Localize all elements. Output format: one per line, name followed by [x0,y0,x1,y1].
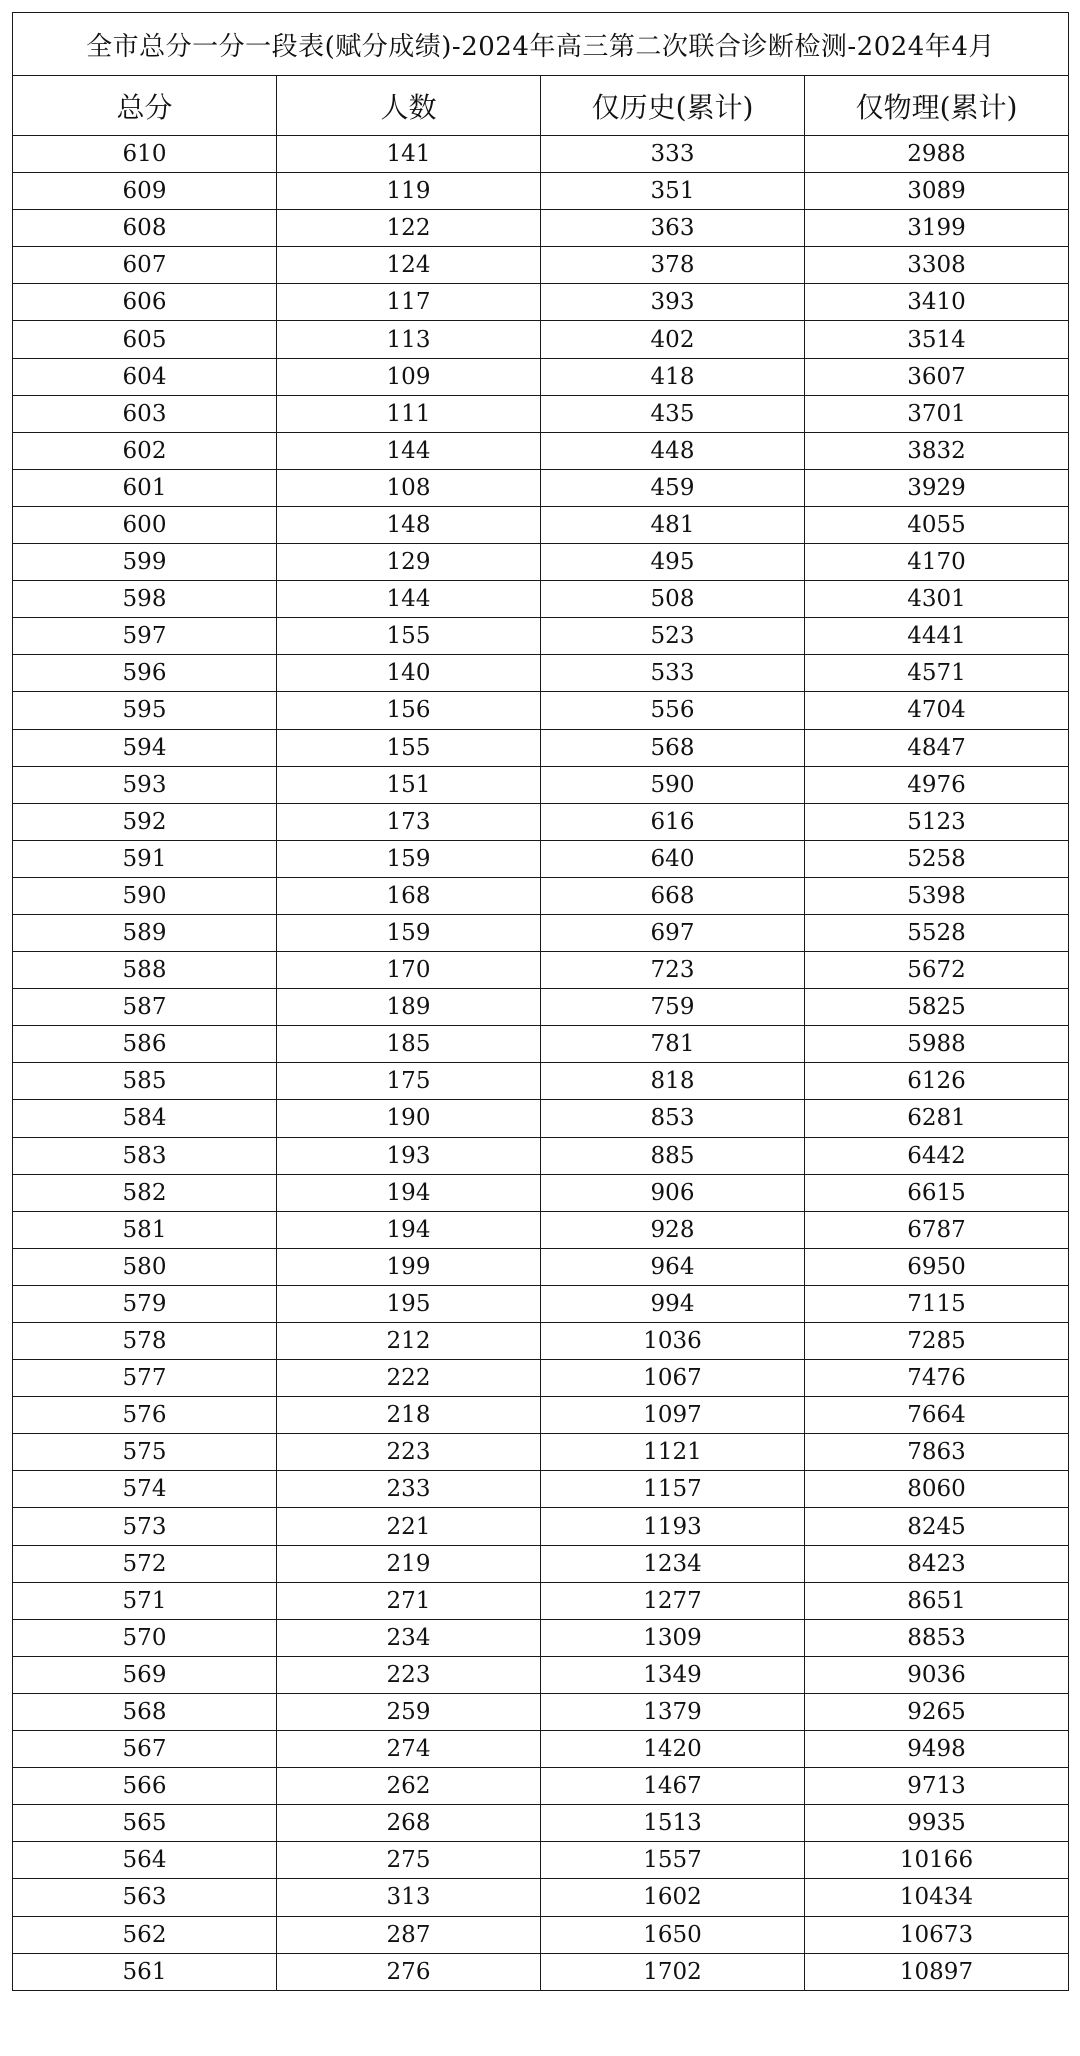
cell-history-cumulative: 1097 [541,1397,805,1434]
cell-physics-cumulative: 4571 [805,655,1069,692]
cell-total-score: 602 [13,432,277,469]
cell-history-cumulative: 1157 [541,1471,805,1508]
cell-count: 271 [277,1582,541,1619]
cell-physics-cumulative: 7476 [805,1360,1069,1397]
table-row [13,1174,1069,1211]
cell-total-score: 563 [13,1879,277,1916]
cell-history-cumulative: 1513 [541,1805,805,1842]
cell-history-cumulative: 533 [541,655,805,692]
cell-history-cumulative: 853 [541,1100,805,1137]
cell-physics-cumulative: 5123 [805,803,1069,840]
table-row [13,321,1069,358]
cell-total-score: 610 [13,136,277,173]
cell-physics-cumulative: 6281 [805,1100,1069,1137]
cell-count: 275 [277,1842,541,1879]
table-row [13,284,1069,321]
cell-count: 168 [277,877,541,914]
cell-count: 193 [277,1137,541,1174]
cell-count: 194 [277,1174,541,1211]
cell-history-cumulative: 1557 [541,1842,805,1879]
cell-total-score: 604 [13,358,277,395]
header-physics-cumulative: 仅物理(累计) [805,76,1069,136]
cell-count: 219 [277,1545,541,1582]
cell-total-score: 583 [13,1137,277,1174]
cell-count: 151 [277,766,541,803]
table-row [13,1100,1069,1137]
cell-history-cumulative: 885 [541,1137,805,1174]
cell-total-score: 564 [13,1842,277,1879]
cell-count: 109 [277,358,541,395]
cell-physics-cumulative: 5528 [805,914,1069,951]
cell-physics-cumulative: 6950 [805,1248,1069,1285]
table-row [13,1693,1069,1730]
cell-history-cumulative: 1467 [541,1768,805,1805]
cell-physics-cumulative: 5988 [805,1026,1069,1063]
score-distribution-sheet [12,12,1068,1991]
cell-total-score: 579 [13,1285,277,1322]
cell-total-score: 574 [13,1471,277,1508]
cell-physics-cumulative: 8060 [805,1471,1069,1508]
cell-count: 122 [277,210,541,247]
cell-total-score: 566 [13,1768,277,1805]
cell-count: 148 [277,506,541,543]
table-row [13,618,1069,655]
cell-history-cumulative: 1650 [541,1916,805,1953]
table-row [13,989,1069,1026]
cell-history-cumulative: 1379 [541,1693,805,1730]
cell-total-score: 598 [13,581,277,618]
cell-physics-cumulative: 4847 [805,729,1069,766]
cell-history-cumulative: 508 [541,581,805,618]
cell-total-score: 580 [13,1248,277,1285]
cell-physics-cumulative: 9713 [805,1768,1069,1805]
table-row [13,1545,1069,1582]
cell-history-cumulative: 568 [541,729,805,766]
cell-history-cumulative: 378 [541,247,805,284]
header-row [13,76,1069,136]
cell-physics-cumulative: 6442 [805,1137,1069,1174]
cell-count: 218 [277,1397,541,1434]
cell-history-cumulative: 781 [541,1026,805,1063]
table-row [13,1063,1069,1100]
cell-physics-cumulative: 5398 [805,877,1069,914]
table-body [13,136,1069,1991]
cell-history-cumulative: 418 [541,358,805,395]
table-row [13,544,1069,581]
cell-physics-cumulative: 8245 [805,1508,1069,1545]
table-row [13,173,1069,210]
table-row [13,729,1069,766]
cell-count: 113 [277,321,541,358]
cell-count: 268 [277,1805,541,1842]
cell-count: 141 [277,136,541,173]
cell-count: 234 [277,1619,541,1656]
cell-count: 159 [277,840,541,877]
table-row [13,1360,1069,1397]
cell-physics-cumulative: 7285 [805,1323,1069,1360]
cell-count: 117 [277,284,541,321]
cell-total-score: 578 [13,1323,277,1360]
cell-count: 287 [277,1916,541,1953]
table-row [13,803,1069,840]
cell-total-score: 589 [13,914,277,951]
cell-history-cumulative: 481 [541,506,805,543]
cell-total-score: 561 [13,1953,277,1990]
table-row [13,840,1069,877]
cell-physics-cumulative: 4441 [805,618,1069,655]
cell-count: 259 [277,1693,541,1730]
cell-physics-cumulative: 9265 [805,1693,1069,1730]
header-history-cumulative: 仅历史(累计) [541,76,805,136]
cell-total-score: 609 [13,173,277,210]
table-row [13,210,1069,247]
cell-physics-cumulative: 10897 [805,1953,1069,1990]
cell-count: 144 [277,581,541,618]
cell-count: 170 [277,952,541,989]
cell-count: 124 [277,247,541,284]
cell-physics-cumulative: 6126 [805,1063,1069,1100]
cell-total-score: 599 [13,544,277,581]
cell-count: 199 [277,1248,541,1285]
cell-history-cumulative: 818 [541,1063,805,1100]
cell-count: 223 [277,1434,541,1471]
table-row [13,1731,1069,1768]
cell-count: 156 [277,692,541,729]
cell-physics-cumulative: 6615 [805,1174,1069,1211]
table-row [13,1916,1069,1953]
table-row [13,1508,1069,1545]
cell-total-score: 586 [13,1026,277,1063]
cell-physics-cumulative: 7664 [805,1397,1069,1434]
cell-total-score: 581 [13,1211,277,1248]
cell-count: 195 [277,1285,541,1322]
cell-total-score: 587 [13,989,277,1026]
cell-history-cumulative: 1234 [541,1545,805,1582]
cell-history-cumulative: 590 [541,766,805,803]
table-title: 全市总分一分一段表(赋分成绩)-2024年高三第二次联合诊断检测-2024年4月 [13,13,1069,76]
cell-total-score: 573 [13,1508,277,1545]
table-row [13,1248,1069,1285]
cell-history-cumulative: 668 [541,877,805,914]
cell-total-score: 594 [13,729,277,766]
table-row [13,1323,1069,1360]
cell-count: 274 [277,1731,541,1768]
table-row [13,1434,1069,1471]
cell-physics-cumulative: 10434 [805,1879,1069,1916]
cell-history-cumulative: 723 [541,952,805,989]
cell-total-score: 569 [13,1656,277,1693]
cell-total-score: 572 [13,1545,277,1582]
header-count: 人数 [277,76,541,136]
cell-total-score: 607 [13,247,277,284]
cell-physics-cumulative: 3514 [805,321,1069,358]
cell-total-score: 608 [13,210,277,247]
cell-count: 159 [277,914,541,951]
cell-total-score: 568 [13,1693,277,1730]
cell-total-score: 595 [13,692,277,729]
table-row [13,914,1069,951]
table-row [13,1842,1069,1879]
cell-count: 223 [277,1656,541,1693]
cell-physics-cumulative: 3089 [805,173,1069,210]
cell-history-cumulative: 1420 [541,1731,805,1768]
score-table [12,12,1069,1991]
cell-total-score: 590 [13,877,277,914]
cell-total-score: 585 [13,1063,277,1100]
table-row [13,1582,1069,1619]
cell-history-cumulative: 351 [541,173,805,210]
table-row [13,1768,1069,1805]
title-row [13,13,1069,76]
cell-physics-cumulative: 3410 [805,284,1069,321]
table-row [13,1471,1069,1508]
cell-physics-cumulative: 9935 [805,1805,1069,1842]
table-row [13,247,1069,284]
table-row [13,1805,1069,1842]
cell-count: 111 [277,395,541,432]
cell-total-score: 591 [13,840,277,877]
cell-count: 175 [277,1063,541,1100]
cell-history-cumulative: 393 [541,284,805,321]
cell-count: 155 [277,618,541,655]
table-row [13,1953,1069,1990]
cell-physics-cumulative: 7115 [805,1285,1069,1322]
table-row [13,1619,1069,1656]
cell-history-cumulative: 363 [541,210,805,247]
cell-history-cumulative: 459 [541,469,805,506]
cell-history-cumulative: 402 [541,321,805,358]
cell-history-cumulative: 1309 [541,1619,805,1656]
cell-count: 212 [277,1323,541,1360]
cell-history-cumulative: 759 [541,989,805,1026]
cell-count: 173 [277,803,541,840]
table-row [13,581,1069,618]
cell-count: 276 [277,1953,541,1990]
table-row [13,1026,1069,1063]
cell-count: 144 [277,432,541,469]
cell-physics-cumulative: 8423 [805,1545,1069,1582]
cell-total-score: 562 [13,1916,277,1953]
cell-total-score: 606 [13,284,277,321]
cell-count: 194 [277,1211,541,1248]
cell-count: 119 [277,173,541,210]
cell-count: 129 [277,544,541,581]
table-row [13,506,1069,543]
cell-physics-cumulative: 5258 [805,840,1069,877]
cell-total-score: 570 [13,1619,277,1656]
cell-physics-cumulative: 4301 [805,581,1069,618]
cell-total-score: 584 [13,1100,277,1137]
cell-physics-cumulative: 9036 [805,1656,1069,1693]
cell-count: 190 [277,1100,541,1137]
cell-physics-cumulative: 8853 [805,1619,1069,1656]
cell-physics-cumulative: 5672 [805,952,1069,989]
cell-physics-cumulative: 3701 [805,395,1069,432]
cell-total-score: 592 [13,803,277,840]
cell-count: 221 [277,1508,541,1545]
cell-total-score: 576 [13,1397,277,1434]
cell-total-score: 593 [13,766,277,803]
cell-count: 185 [277,1026,541,1063]
cell-total-score: 582 [13,1174,277,1211]
cell-count: 262 [277,1768,541,1805]
cell-physics-cumulative: 4704 [805,692,1069,729]
cell-count: 155 [277,729,541,766]
cell-physics-cumulative: 10673 [805,1916,1069,1953]
cell-history-cumulative: 928 [541,1211,805,1248]
cell-count: 313 [277,1879,541,1916]
cell-physics-cumulative: 3929 [805,469,1069,506]
cell-history-cumulative: 1036 [541,1323,805,1360]
table-row [13,469,1069,506]
cell-history-cumulative: 333 [541,136,805,173]
cell-history-cumulative: 1277 [541,1582,805,1619]
cell-history-cumulative: 994 [541,1285,805,1322]
cell-total-score: 601 [13,469,277,506]
cell-history-cumulative: 495 [541,544,805,581]
table-row [13,1879,1069,1916]
table-row [13,395,1069,432]
cell-history-cumulative: 1193 [541,1508,805,1545]
cell-history-cumulative: 1067 [541,1360,805,1397]
cell-physics-cumulative: 7863 [805,1434,1069,1471]
cell-physics-cumulative: 10166 [805,1842,1069,1879]
cell-history-cumulative: 1121 [541,1434,805,1471]
cell-total-score: 600 [13,506,277,543]
cell-count: 189 [277,989,541,1026]
table-row [13,1285,1069,1322]
cell-physics-cumulative: 2988 [805,136,1069,173]
cell-physics-cumulative: 8651 [805,1582,1069,1619]
table-row [13,952,1069,989]
table-row [13,358,1069,395]
cell-history-cumulative: 448 [541,432,805,469]
cell-history-cumulative: 640 [541,840,805,877]
cell-physics-cumulative: 5825 [805,989,1069,1026]
cell-history-cumulative: 964 [541,1248,805,1285]
cell-history-cumulative: 1702 [541,1953,805,1990]
cell-physics-cumulative: 3832 [805,432,1069,469]
cell-total-score: 565 [13,1805,277,1842]
cell-history-cumulative: 556 [541,692,805,729]
cell-physics-cumulative: 3308 [805,247,1069,284]
cell-count: 108 [277,469,541,506]
table-row [13,877,1069,914]
cell-count: 140 [277,655,541,692]
cell-physics-cumulative: 4055 [805,506,1069,543]
cell-history-cumulative: 1602 [541,1879,805,1916]
table-row [13,1656,1069,1693]
table-row [13,766,1069,803]
table-row [13,655,1069,692]
cell-total-score: 588 [13,952,277,989]
cell-total-score: 567 [13,1731,277,1768]
cell-count: 222 [277,1360,541,1397]
cell-history-cumulative: 523 [541,618,805,655]
table-row [13,1137,1069,1174]
table-row [13,136,1069,173]
header-total-score: 总分 [13,76,277,136]
cell-total-score: 571 [13,1582,277,1619]
cell-total-score: 605 [13,321,277,358]
cell-history-cumulative: 616 [541,803,805,840]
cell-history-cumulative: 697 [541,914,805,951]
cell-count: 233 [277,1471,541,1508]
cell-total-score: 596 [13,655,277,692]
cell-physics-cumulative: 6787 [805,1211,1069,1248]
cell-total-score: 603 [13,395,277,432]
cell-physics-cumulative: 4976 [805,766,1069,803]
cell-physics-cumulative: 9498 [805,1731,1069,1768]
cell-physics-cumulative: 4170 [805,544,1069,581]
cell-history-cumulative: 435 [541,395,805,432]
cell-total-score: 575 [13,1434,277,1471]
cell-history-cumulative: 1349 [541,1656,805,1693]
table-row [13,1211,1069,1248]
table-row [13,692,1069,729]
table-row [13,1397,1069,1434]
cell-total-score: 597 [13,618,277,655]
cell-total-score: 577 [13,1360,277,1397]
cell-history-cumulative: 906 [541,1174,805,1211]
table-row [13,432,1069,469]
cell-physics-cumulative: 3607 [805,358,1069,395]
cell-physics-cumulative: 3199 [805,210,1069,247]
